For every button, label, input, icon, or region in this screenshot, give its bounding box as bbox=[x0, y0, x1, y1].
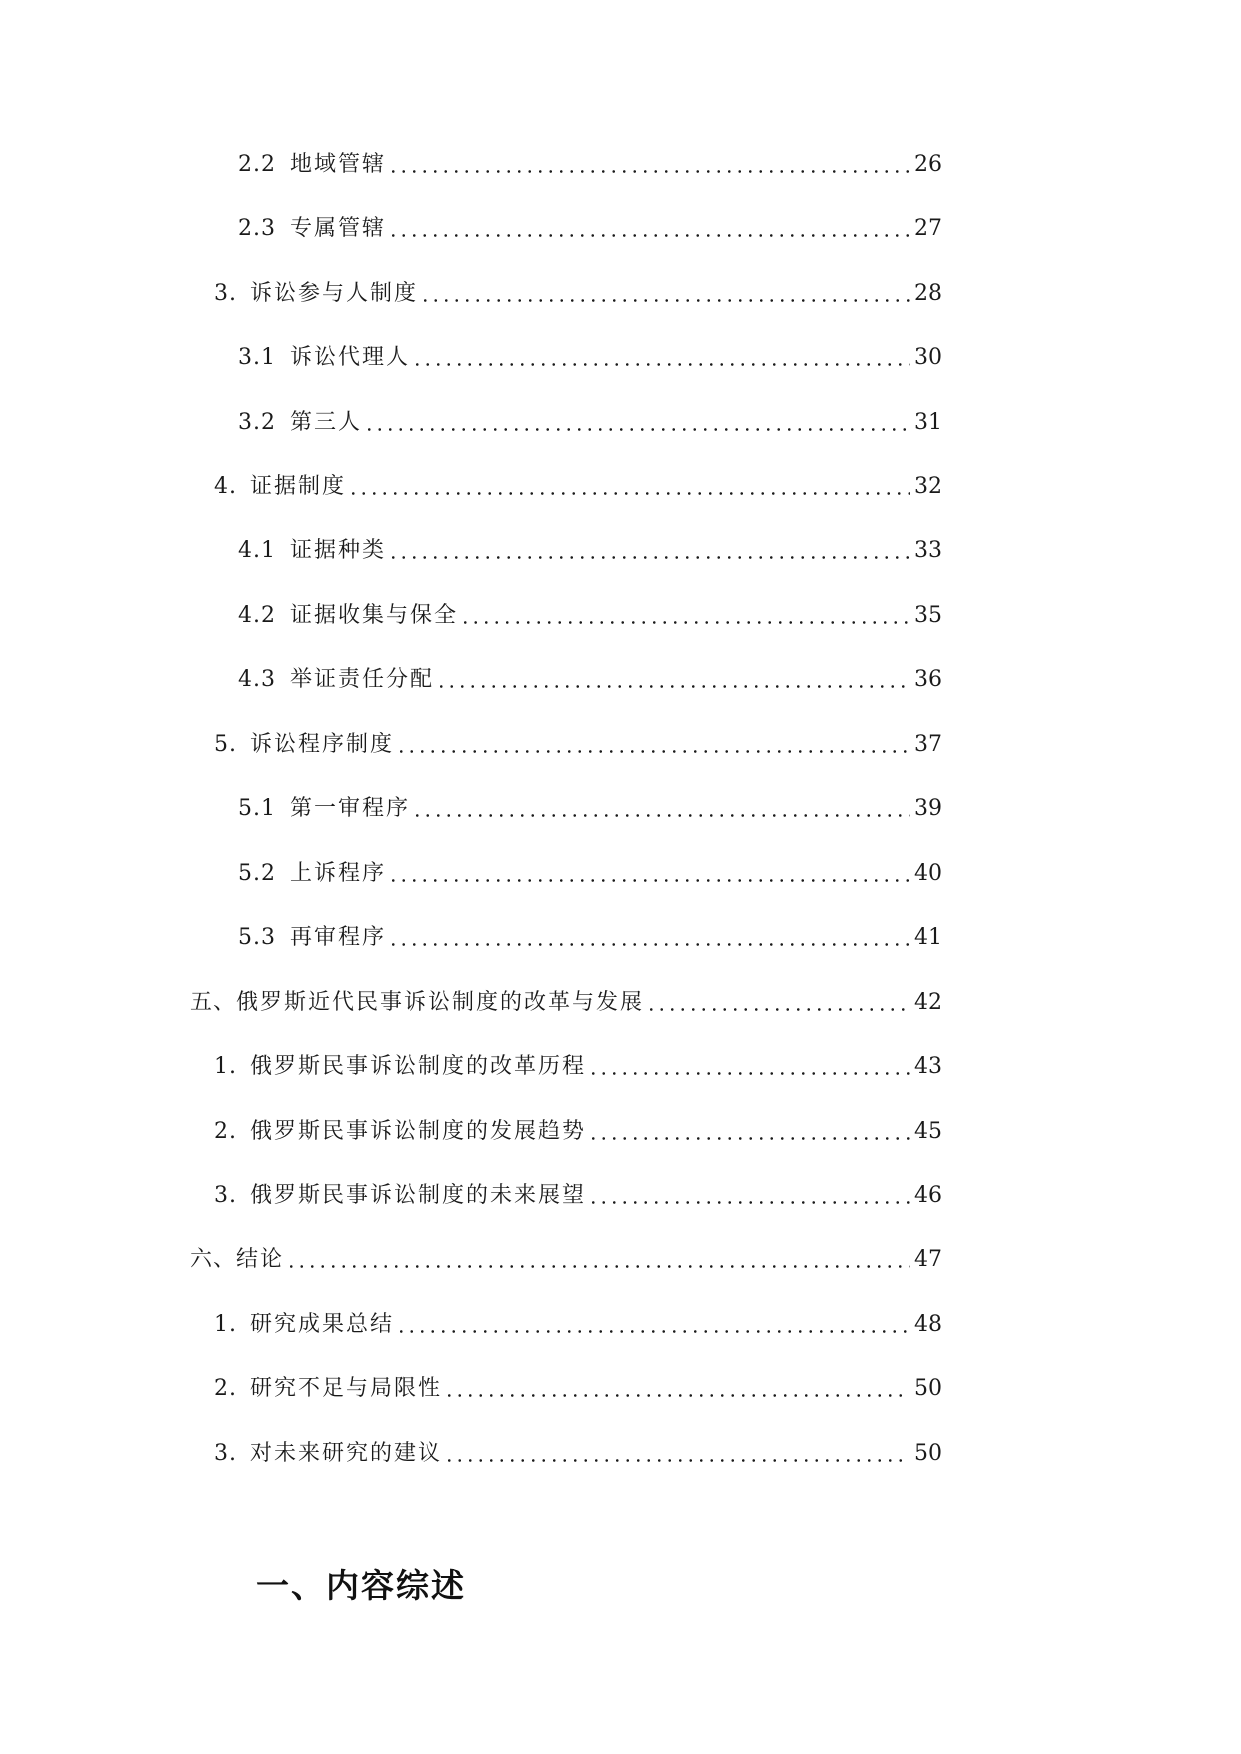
toc-entry-number: 3.2 bbox=[238, 410, 276, 435]
toc-entry-number: 4. bbox=[214, 474, 237, 499]
toc-entry-page: 37 bbox=[914, 732, 942, 757]
toc-entry-5-1[interactable] bbox=[238, 792, 942, 826]
toc-entry-5-2[interactable] bbox=[238, 857, 942, 891]
toc-entry-label: 第一审程序 bbox=[290, 796, 411, 821]
toc-dot-leader bbox=[588, 1137, 910, 1140]
toc-entry-page: 33 bbox=[914, 538, 942, 563]
toc-entry-number: 五、 bbox=[190, 990, 237, 1015]
toc-entry-number: 3. bbox=[214, 1183, 237, 1208]
toc-entry-5-2-trends[interactable] bbox=[214, 1115, 942, 1149]
toc-entry-5-1-history[interactable] bbox=[214, 1050, 942, 1084]
section-heading: 一、内容综述 bbox=[256, 1566, 466, 1606]
toc-entry-label: 第三人 bbox=[290, 410, 363, 435]
toc-entry-number: 4.3 bbox=[238, 667, 276, 692]
toc-entry-2-2[interactable] bbox=[238, 148, 942, 182]
toc-entry-page: 39 bbox=[914, 796, 942, 821]
toc-entry-number: 2. bbox=[214, 1119, 237, 1144]
toc-dot-leader bbox=[388, 556, 910, 559]
toc-entry-page: 40 bbox=[914, 861, 942, 886]
toc-entry-5-3-outlook[interactable] bbox=[214, 1179, 942, 1213]
toc-dot-leader bbox=[646, 1008, 910, 1011]
toc-entry-number: 3. bbox=[214, 281, 237, 306]
toc-dot-leader bbox=[396, 750, 910, 753]
toc-entry-6-1[interactable] bbox=[214, 1308, 942, 1342]
toc-entry-5-3[interactable] bbox=[238, 921, 942, 955]
toc-entry-label: 地域管辖 bbox=[290, 152, 387, 177]
toc-entry-number: 1. bbox=[214, 1312, 237, 1337]
toc-entry-label: 俄罗斯近代民事诉讼制度的改革与发展 bbox=[236, 990, 645, 1015]
toc-entry-label: 证据制度 bbox=[250, 474, 347, 499]
toc-entry-page: 46 bbox=[914, 1183, 942, 1208]
toc-dot-leader bbox=[420, 299, 910, 302]
toc-entry-label: 俄罗斯民事诉讼制度的发展趋势 bbox=[250, 1119, 587, 1144]
toc-entry-page: 31 bbox=[914, 410, 942, 435]
toc-entry-label: 研究不足与局限性 bbox=[250, 1376, 443, 1401]
toc-dot-leader bbox=[444, 1394, 910, 1397]
toc-entry-number: 5.2 bbox=[238, 861, 276, 886]
toc-entry-number: 5.3 bbox=[238, 925, 276, 950]
toc-entry-page: 28 bbox=[914, 281, 942, 306]
toc-dot-leader bbox=[412, 814, 910, 817]
toc-entry-label: 举证责任分配 bbox=[290, 667, 435, 692]
toc-entry-page: 30 bbox=[914, 345, 942, 370]
toc-entry-number: 5.1 bbox=[238, 796, 276, 821]
toc-dot-leader bbox=[348, 492, 910, 495]
toc-entry-label: 结论 bbox=[236, 1247, 285, 1272]
toc-entry-page: 27 bbox=[914, 216, 942, 241]
toc-entry-page: 43 bbox=[914, 1054, 942, 1079]
toc-entry-number: 2.3 bbox=[238, 216, 276, 241]
toc-entry-4-1[interactable] bbox=[238, 534, 942, 568]
toc-entry-page: 35 bbox=[914, 603, 942, 628]
toc-entry-chapter-6[interactable] bbox=[190, 1243, 942, 1277]
toc-entry-page: 48 bbox=[914, 1312, 942, 1337]
toc-entry-number: 3.1 bbox=[238, 345, 276, 370]
toc-entry-4[interactable] bbox=[214, 470, 942, 504]
toc-entry-4-3[interactable] bbox=[238, 663, 942, 697]
toc-entry-page: 32 bbox=[914, 474, 942, 499]
toc-dot-leader bbox=[588, 1201, 910, 1204]
toc-entry-label: 证据收集与保全 bbox=[290, 603, 459, 628]
toc-entry-label: 俄罗斯民事诉讼制度的未来展望 bbox=[250, 1183, 587, 1208]
toc-entry-number: 4.2 bbox=[238, 603, 276, 628]
toc-dot-leader bbox=[412, 363, 910, 366]
toc-entry-5[interactable] bbox=[214, 728, 942, 762]
toc-entry-label: 诉讼程序制度 bbox=[250, 732, 395, 757]
toc-entry-6-2[interactable] bbox=[214, 1372, 942, 1406]
toc-entry-number: 5. bbox=[214, 732, 237, 757]
toc-entry-6-3[interactable] bbox=[214, 1437, 942, 1471]
toc-entry-page: 41 bbox=[914, 925, 942, 950]
toc-dot-leader bbox=[388, 943, 910, 946]
toc-entry-label: 专属管辖 bbox=[290, 216, 387, 241]
toc-dot-leader bbox=[436, 685, 910, 688]
toc-entry-2-3[interactable] bbox=[238, 212, 942, 246]
toc-dot-leader bbox=[388, 234, 910, 237]
toc-entry-3-2[interactable] bbox=[238, 406, 942, 440]
toc-entry-number: 1. bbox=[214, 1054, 237, 1079]
toc-entry-3[interactable] bbox=[214, 277, 942, 311]
toc-entry-page: 47 bbox=[914, 1247, 942, 1272]
toc-entry-3-1[interactable] bbox=[238, 341, 942, 375]
toc-entry-page: 36 bbox=[914, 667, 942, 692]
toc-entry-label: 对未来研究的建议 bbox=[250, 1441, 443, 1466]
toc-entry-page: 50 bbox=[914, 1376, 942, 1401]
toc-dot-leader bbox=[396, 1330, 910, 1333]
toc-entry-page: 45 bbox=[914, 1119, 942, 1144]
toc-entry-page: 26 bbox=[914, 152, 942, 177]
toc-dot-leader bbox=[460, 621, 910, 624]
toc-dot-leader bbox=[388, 879, 910, 882]
toc-entry-label: 再审程序 bbox=[290, 925, 387, 950]
toc-entry-page: 50 bbox=[914, 1441, 942, 1466]
toc-entry-label: 俄罗斯民事诉讼制度的改革历程 bbox=[250, 1054, 587, 1079]
toc-entry-number: 3. bbox=[214, 1441, 237, 1466]
toc-dot-leader bbox=[364, 428, 910, 431]
toc-entry-page: 42 bbox=[914, 990, 942, 1015]
toc-entry-label: 诉讼参与人制度 bbox=[250, 281, 419, 306]
toc-entry-number: 2. bbox=[214, 1376, 237, 1401]
toc-entry-label: 研究成果总结 bbox=[250, 1312, 395, 1337]
toc-entry-number: 六、 bbox=[190, 1247, 237, 1272]
toc-entry-label: 上诉程序 bbox=[290, 861, 387, 886]
toc-entry-number: 4.1 bbox=[238, 538, 276, 563]
toc-dot-leader bbox=[286, 1265, 910, 1268]
toc-entry-label: 诉讼代理人 bbox=[290, 345, 411, 370]
toc-entry-number: 2.2 bbox=[238, 152, 276, 177]
toc-dot-leader bbox=[388, 170, 910, 173]
toc-dot-leader bbox=[588, 1072, 910, 1075]
toc-dot-leader bbox=[444, 1459, 910, 1462]
toc-entry-chapter-5[interactable] bbox=[190, 986, 942, 1020]
toc-entry-4-2[interactable] bbox=[238, 599, 942, 633]
toc-entry-label: 证据种类 bbox=[290, 538, 387, 563]
